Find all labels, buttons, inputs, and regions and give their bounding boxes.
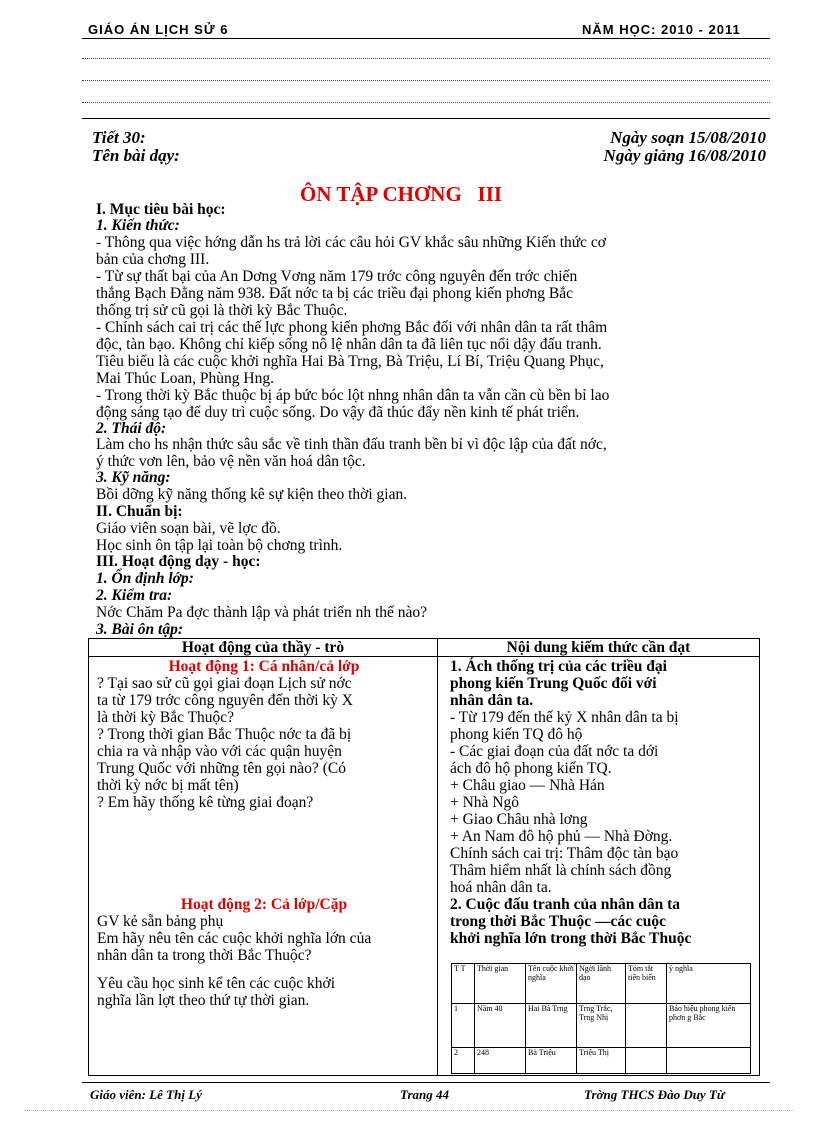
lesson-name-label: Tên bài dạy: xyxy=(92,146,180,165)
text-line: Học sinh ôn tập lại toàn bộ chơng trình. xyxy=(96,537,343,554)
header-cell: Thời gian xyxy=(475,964,526,1004)
header-cell: T T xyxy=(452,964,475,1004)
text-line: - Chính sách cai trị các thế lực phong kiến phơng Bắc đối với nhân dân ta rất thâm xyxy=(96,319,608,336)
table-divider xyxy=(437,639,438,1075)
text-line: Làm cho hs nhận thức sâu sắc về tinh thần đấu tranh bền bỉ vì độc lập của đất nớc, xyxy=(96,436,607,453)
header-left: GIÁO ÁN LỊCH SỬ 6 xyxy=(88,22,229,37)
footer-school: Trờng THCS Đào Duy Từ xyxy=(584,1087,725,1102)
dotted-line xyxy=(24,1110,794,1111)
text-line: - Từ sự thất bại của An Dơng Vơng năm 179 trớc công nguyên đến trớc chiến xyxy=(96,268,578,285)
section-heading: III. Hoạt động dạy - học: xyxy=(96,553,261,570)
text-line: Bồi dỡng kỹ năng thống kê sự kiện theo thời gian. xyxy=(96,486,408,503)
header-rule-bottom xyxy=(82,118,770,119)
text-line: Nớc Chăm Pa đợc thành lập và phát triển nh thế nào? xyxy=(96,604,428,621)
question-1: ? Tại sao sử cũ gọi giai đoạn Lịch sử nớc ta từ 179 trớc công nguyên đến thời kỳ X là thời kỳ Bắc Thuộc? xyxy=(97,675,353,726)
content-text: - Từ 179 đến thế kỷ X nhân dân ta bị phong kiến TQ đô hộ - Các giai đoạn của đất nớc ta dới ách đô hộ phong kiến TQ. + Châu giao — Nhà Hán + Nhà Ngô + Giao Châu nhà lơng + An Nam đô hộ phủ — Nhà Đờng. Chính sách cai trị: Thâm độc tàn bạo Thâm hiểm nhất là chính sách đồng hoá nhân dân ta. xyxy=(450,709,679,896)
activity-1-heading: Hoạt động 1: Cá nhân/cả lớp xyxy=(168,658,360,675)
activity-2-heading: Hoạt động 2: Cả lớp/Cặp xyxy=(180,896,348,913)
question-2: ? Trong thời gian Bắc Thuộc nớc ta đã bị chia ra và nhập vào với các quận huyện Trung Quốc với những tên gọi nào? (Có thời kỳ nớc bị mất tên) xyxy=(97,726,352,794)
teacher-activities xyxy=(97,658,431,811)
footer-rule xyxy=(82,1082,770,1083)
subsection-heading: 2. Thái độ: xyxy=(96,420,167,437)
header-right: NĂM HỌC: 2010 - 2011 xyxy=(582,22,741,37)
prep-date: Ngày soạn 15/08/2010 xyxy=(610,128,766,147)
header-cell: Ngời lãnh đạo xyxy=(577,964,626,1004)
column-header-content: Nội dung kiếm thức cần đạt xyxy=(506,639,691,656)
teach-date: Ngày giảng 16/08/2010 xyxy=(603,146,766,165)
column-header-teacher: Hoạt động của thầy - trò xyxy=(181,639,345,656)
page-title: ÔN TẬP CHƠNG III xyxy=(300,182,503,206)
text-line: bản của chơng III. xyxy=(96,251,210,268)
dotted-line xyxy=(82,102,770,103)
dotted-line xyxy=(82,58,770,59)
header-rule xyxy=(82,38,770,39)
text-line: thắng Bạch Đằng năm 938. Đất nớc ta bị các triều đại phong kiến phơng Bắc xyxy=(96,285,573,302)
content-heading-2: 2. Cuộc đấu tranh của nhân dân ta trong thời Bắc Thuộc —các cuộc khởi nghĩa lớn trong thời Bắc Thuộc xyxy=(450,896,692,947)
lesson-content xyxy=(450,658,754,947)
uprising-table-header xyxy=(452,964,751,1004)
header-cell: Tóm tắt tiến biến xyxy=(626,964,667,1004)
text-line: - Thông qua việc hớng dẫn hs trả lời các câu hỏi GV khắc sâu những Kiến thức cơ xyxy=(96,234,606,251)
subsection-heading: 2. Kiểm tra: xyxy=(96,587,173,604)
subsection-heading: 3. Kỹ năng: xyxy=(96,469,171,486)
table-row: 2 248 Bà Triệu Triệu Thị xyxy=(452,1048,751,1074)
lesson-period: Tiết 30: xyxy=(92,128,146,147)
table-row: 1 Năm 40 Hai Bà Trng Trng Trắc, Trng Nhị Báo hiệu phong kiến phơn g Bắc xyxy=(452,1004,751,1048)
text-line: Mai Thúc Loan, Phùng Hng. xyxy=(96,370,274,387)
subsection-heading: 1. Kiến thức: xyxy=(96,217,180,234)
uprising-table xyxy=(451,963,751,1074)
teacher-activities-2 xyxy=(97,896,431,1009)
dotted-line xyxy=(82,80,770,81)
text-line: - Trong thời kỳ Bắc thuộc bị áp bức bóc lột nhng nhân dân ta vẫn cần cù bền bỉ lao xyxy=(96,387,610,404)
table-header-rule xyxy=(89,656,759,657)
header-cell: Tên cuộc khởi nghĩa xyxy=(526,964,577,1004)
subsection-heading: 3. Bài ôn tập: xyxy=(96,621,183,638)
text-line: Tiêu biểu là các cuộc khởi nghĩa Hai Bà Trng, Bà Triệu, Lí Bí, Triệu Quang Phục, xyxy=(96,353,604,370)
content-heading-1: 1. Ách thống trị của các triều đại phong kiến Trung Quốc đối với nhân dân ta. xyxy=(450,658,667,709)
text-line: Giáo viên soạn bài, vẽ lợc đồ. xyxy=(96,520,281,537)
footer-page: Trang 44 xyxy=(400,1087,449,1102)
text-line: độc, tàn bạo. Không chỉ kiếp sống nô lệ nhân dân ta đã liên tục nổi dậy đấu tranh. xyxy=(96,336,602,353)
section-heading: I. Mục tiêu bài học: xyxy=(96,201,226,218)
guide-3: Yêu cầu học sinh kể tên các cuộc khởi nghĩa lần lợt theo thứ tự thời gian. xyxy=(97,975,336,1009)
text-line: thống trị sử cũ gọi là thời kỳ Bắc Thuộc. xyxy=(96,302,348,319)
text-line: động sáng tạo để duy trì cuộc sống. Do vậy đã thúc đẩy nền kinh tế phát triển. xyxy=(96,404,580,421)
section-heading: II. Chuẩn bị: xyxy=(96,503,183,520)
guide-1: GV kẻ sẵn bảng phụ xyxy=(97,913,224,930)
guide-2: Em hãy nêu tên các cuộc khởi nghĩa lớn của nhân dân ta trong thời Bắc Thuộc? xyxy=(97,930,372,964)
question-3: ? Em hãy thống kê từng giai đoạn? xyxy=(97,794,314,811)
text-line: ý thức vơn lên, bảo vệ nền văn hoá dân tộc. xyxy=(96,453,366,470)
subsection-heading: 1. Ổn định lớp: xyxy=(96,570,194,587)
footer-teacher: Giáo viên: Lê Thị Lý xyxy=(90,1087,202,1102)
lesson-table xyxy=(88,638,760,1076)
header-cell: ý nghĩa xyxy=(667,964,751,1004)
